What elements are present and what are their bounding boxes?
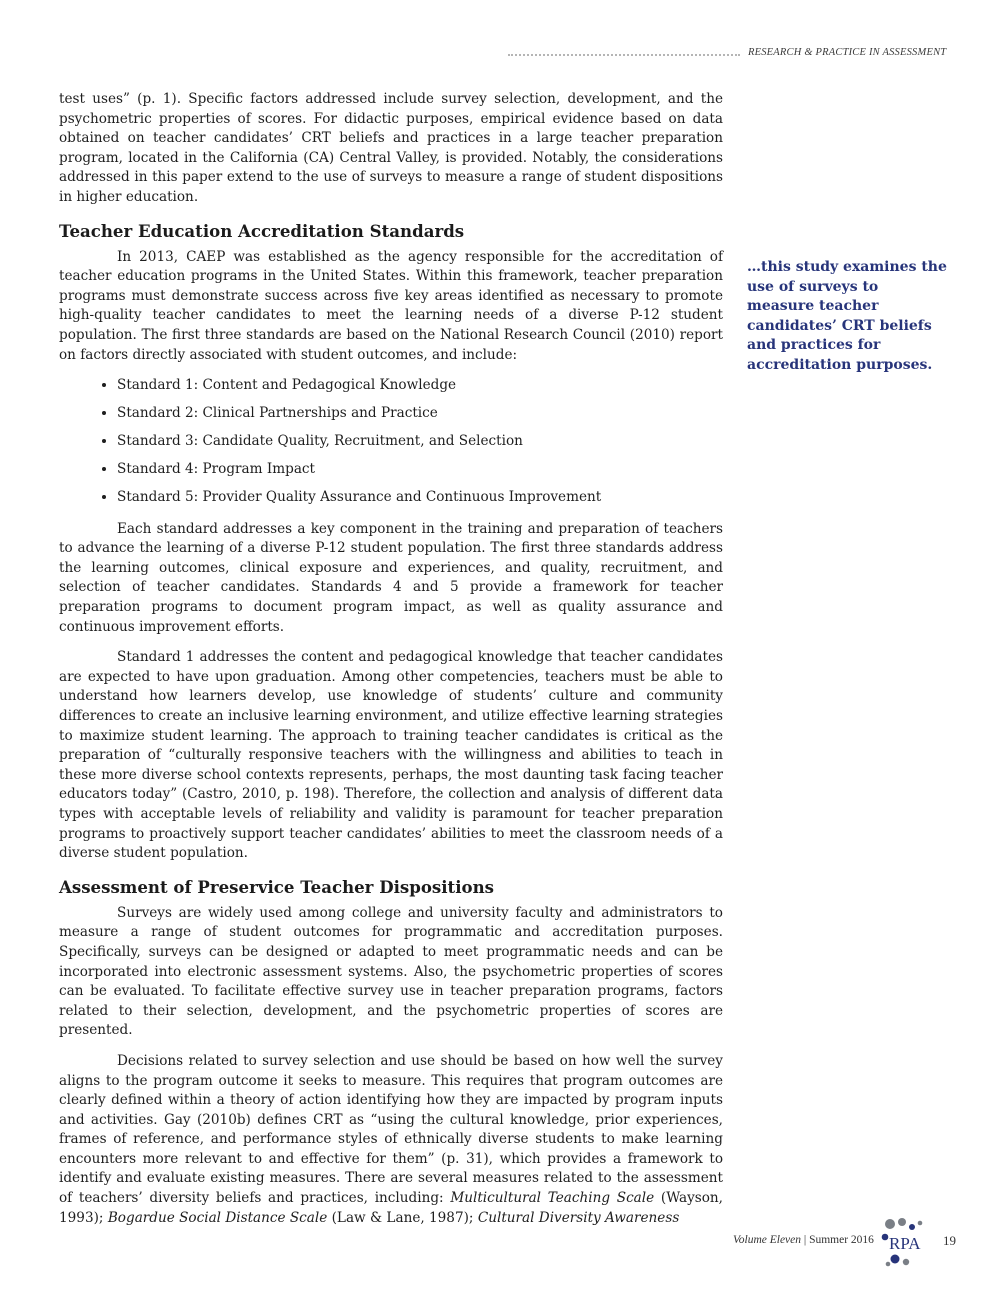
- logo-dot: [909, 1224, 915, 1230]
- paragraph: [59, 1052, 723, 1228]
- scale-title: Cultural Diversity Awareness: [477, 1209, 680, 1226]
- logo-dot: [898, 1218, 906, 1226]
- logo-dot: [903, 1259, 909, 1265]
- pull-quote: …this study examines the use of surveys to measure teacher candidates’ CRT beliefs and practices for accreditation purposes.: [747, 259, 947, 373]
- list-item: • Standard 2: Clinical Partnerships and Practice: [117, 404, 723, 424]
- scale-title: Multicultural Teaching Scale: [450, 1190, 655, 1207]
- paragraph: Standard 1 addresses the content and pedagogical knowledge that teacher candidates are expected to have upon graduation. Among other competencies, teachers must be able to understand how learners develop, use knowledge of students’ culture and community differences to create an inclusive learning environment, and utilize effective learning strategies to maximize student learning. The approach to training teacher candidates is critical as the preparation of “culturally responsive teachers with the willingness and abilities to teach in these more diverse school contexts represents, perhaps, the most daunting task facing teacher educators today” (Castro, 2010, p. 198). Therefore, the collection and analysis of different data types with acceptable levels of reliability and validity is paramount for teacher preparation programs to proactively support teacher candidates’ abilities to meet the classroom needs of a diverse student population.: [59, 649, 723, 862]
- logo-text: RPA: [889, 1234, 921, 1253]
- list-item: • Standard 3: Candidate Quality, Recruitment, and Selection: [117, 432, 723, 452]
- paragraph: Surveys are widely used among college and university faculty and administrators to measure a range of student outcomes for programmatic and accreditation purposes. Specifically, surveys can be designed or adapted to meet programmatic needs and can be incorporated into electronic assessment systems. Also, the psychometric properties of scores can be evaluated. To facilitate effective survey use in teacher preparation programs, factors related to their selection, development, and the psychometric properties of scores are presented.: [59, 904, 723, 1039]
- paragraph: In 2013, CAEP was established as the agency responsible for the accreditation of teacher education programs in the United States. Within this framework, teacher preparation programs must demonstrate success across five key areas identified as necessary to promote high-quality teacher candidates to meet the learning needs of a diverse P-12 student population. The first three standards are based on the National Research Council (2010) report on factors directly associated with student outcomes, and include:: [59, 248, 723, 363]
- list-item: • Standard 5: Provider Quality Assurance and Continuous Improvement: [117, 488, 723, 508]
- paragraph: Each standard addresses a key component in the training and preparation of teachers to advance the learning of a diverse P-12 student population. The first three standards address the learning outcomes, clinical exposure and experiences, and quality, recruitment, and selection of teacher candidates. Standards 4 and 5 provide a framework for teacher preparation programs to document program impact, as well as quality assurance and continuous improvement efforts.: [59, 520, 723, 635]
- list-item: • Standard 1: Content and Pedagogical Knowledge: [117, 376, 723, 396]
- standards-list: [59, 376, 723, 508]
- citation: (Law & Lane, 1987);: [327, 1209, 478, 1226]
- footer-issue-date: Summer 2016: [809, 1234, 874, 1246]
- citation: (Wayson, 1993);: [59, 1190, 723, 1226]
- logo-dot: [918, 1221, 923, 1226]
- intro-paragraph: test uses” (p. 1). Specific factors addressed include survey selection, development, and the psychometric properties of scores. For didactic purposes, empirical evidence based on data obtained on teacher candidates’ CRT beliefs and practices in a large teacher preparation program, located in the California (CA) Central Valley, is provided. Notably, the considerations addressed in this paper extend to the use of surveys to measure a range of student dispositions in higher education.: [59, 91, 723, 205]
- paragraph-text: Decisions related to survey selection and use should be based on how well the survey aligns to the program outcome it seeks to measure. This requires that program outcomes are clearly defined within a theory of action identifying how they are impacted by program inputs and activities. Gay (2010b) defines CRT as “using the cultural knowledge, prior experiences, frames of reference, and performance styles of ethnically diverse students to make learning encounters more relevant to and effective for them” (p. 31), which provides a framework to identify and evaluate existing measures. There are several measures related to the assessment of teachers’ diversity beliefs and practices, including:: [59, 1052, 723, 1207]
- header-dotted-rule: [508, 54, 740, 56]
- footer-issue: [733, 1234, 874, 1246]
- scale-title: Bogardue Social Distance Scale: [107, 1209, 328, 1226]
- list-item: • Standard 4: Program Impact: [117, 460, 723, 480]
- section-heading-dispositions: Assessment of Preservice Teacher Dispositions: [59, 876, 495, 897]
- running-head: RESEARCH & PRACTICE IN ASSESSMENT: [748, 47, 947, 58]
- logo-dot: [885, 1219, 895, 1229]
- main-column: [59, 90, 723, 1239]
- logo-dot: [891, 1255, 900, 1264]
- logo-dot: [882, 1234, 889, 1241]
- section-heading-accreditation: Teacher Education Accreditation Standards: [59, 220, 465, 241]
- footer-volume: Volume Eleven: [733, 1234, 802, 1246]
- rpa-logo: [880, 1218, 932, 1268]
- logo-dot: [886, 1262, 891, 1267]
- page-number: 19: [943, 1233, 956, 1248]
- footer-separator: |: [801, 1234, 810, 1246]
